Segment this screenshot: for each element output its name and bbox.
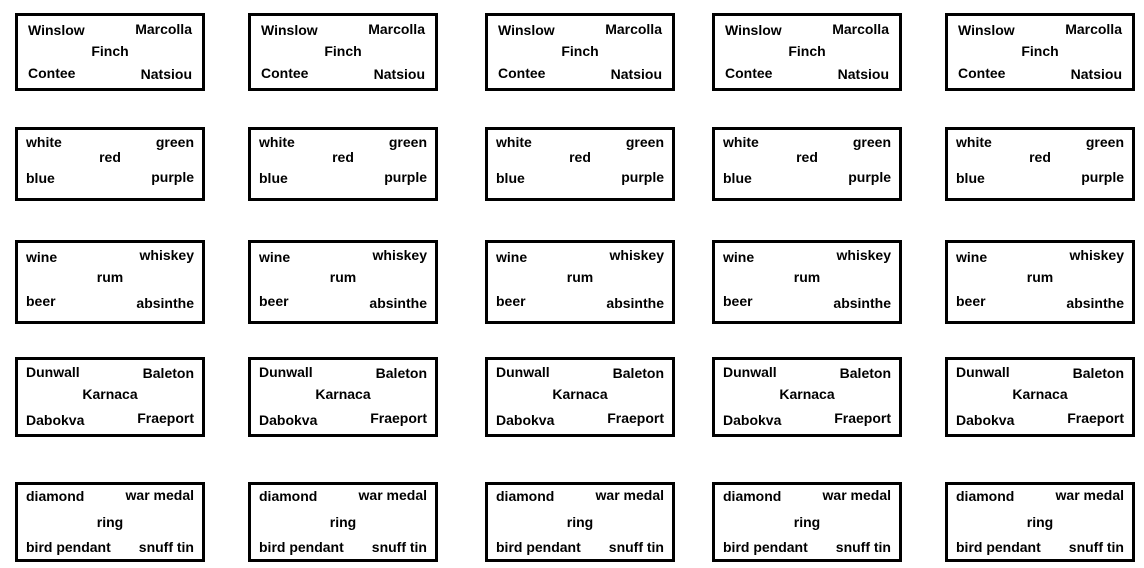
card-word-bottom-right: Fraeport <box>1067 410 1124 426</box>
card-word-bottom-left: beer <box>723 293 753 309</box>
card-word-top-left: diamond <box>956 488 1015 504</box>
card-word-center: ring <box>1026 514 1054 530</box>
card-word-bottom-right: Fraeport <box>607 410 664 426</box>
word-card-drinks <box>485 240 675 324</box>
card-word-center: rum <box>1026 269 1054 285</box>
card-word-top-left: wine <box>259 249 291 265</box>
card-word-top-right: whiskey <box>372 247 427 263</box>
word-card-places <box>712 357 902 437</box>
card-word-top-left: diamond <box>26 488 85 504</box>
card-word-bottom-left: blue <box>259 170 288 186</box>
card-word-bottom-left: Contee <box>958 65 1006 81</box>
card-word-bottom-left: blue <box>723 170 752 186</box>
card-word-bottom-left: bird pendant <box>26 539 111 555</box>
card-word-top-right: Marcolla <box>135 21 192 37</box>
card-word-bottom-right: absinthe <box>369 295 427 311</box>
word-card-places <box>248 357 438 437</box>
card-word-bottom-left: beer <box>26 293 56 309</box>
card-word-top-right: whiskey <box>609 247 664 263</box>
word-card-heirlooms <box>485 482 675 562</box>
word-card-drinks <box>248 240 438 324</box>
card-word-top-left: Winslow <box>28 22 85 38</box>
card-word-bottom-left: Contee <box>28 65 76 81</box>
card-word-top-right: green <box>625 134 664 150</box>
word-card-places <box>945 357 1135 437</box>
card-word-bottom-right: purple <box>151 169 194 185</box>
word-card-places <box>485 357 675 437</box>
card-word-top-left: Winslow <box>725 22 782 38</box>
card-word-center: Finch <box>561 43 599 59</box>
card-word-bottom-right: absinthe <box>833 295 891 311</box>
word-card-places <box>15 357 205 437</box>
card-word-bottom-left: blue <box>956 170 985 186</box>
card-word-center: red <box>99 149 121 165</box>
card-word-center: Finch <box>91 43 129 59</box>
card-word-top-left: Dunwall <box>956 364 1010 380</box>
card-word-bottom-right: snuff tin <box>1068 539 1124 555</box>
card-word-center: ring <box>566 514 594 530</box>
card-word-center: red <box>1029 149 1051 165</box>
card-word-top-right: green <box>1085 134 1124 150</box>
card-word-top-right: Marcolla <box>368 21 425 37</box>
card-word-top-right: Marcolla <box>1065 21 1122 37</box>
card-word-top-left: wine <box>723 249 755 265</box>
card-word-center: Finch <box>788 43 826 59</box>
card-word-top-right: Baleton <box>1072 365 1124 381</box>
card-word-top-right: Baleton <box>839 365 891 381</box>
card-word-top-left: diamond <box>496 488 555 504</box>
card-word-center: red <box>332 149 354 165</box>
word-card-colors <box>712 127 902 201</box>
card-word-top-left: wine <box>26 249 58 265</box>
word-card-drinks <box>945 240 1135 324</box>
card-word-bottom-left: Contee <box>498 65 546 81</box>
card-word-center: rum <box>793 269 821 285</box>
card-word-top-right: war medal <box>595 487 664 503</box>
card-word-bottom-right: purple <box>621 169 664 185</box>
card-word-bottom-right: absinthe <box>1066 295 1124 311</box>
card-word-bottom-right: snuff tin <box>608 539 664 555</box>
card-word-bottom-right: snuff tin <box>371 539 427 555</box>
card-word-top-left: white <box>496 134 532 150</box>
card-word-top-right: Baleton <box>375 365 427 381</box>
card-word-top-left: Winslow <box>498 22 555 38</box>
card-word-bottom-right: Natsiou <box>140 66 192 82</box>
card-word-top-left: white <box>956 134 992 150</box>
card-word-center: Finch <box>324 43 362 59</box>
card-word-center: Finch <box>1021 43 1059 59</box>
card-word-top-right: war medal <box>822 487 891 503</box>
card-word-center: ring <box>329 514 357 530</box>
card-word-top-left: diamond <box>723 488 782 504</box>
word-card-heirlooms <box>248 482 438 562</box>
card-word-bottom-left: beer <box>956 293 986 309</box>
word-card-colors <box>945 127 1135 201</box>
card-word-top-right: Marcolla <box>605 21 662 37</box>
word-card-names <box>248 13 438 91</box>
card-word-bottom-left: Contee <box>261 65 309 81</box>
card-word-bottom-left: bird pendant <box>496 539 581 555</box>
card-word-bottom-right: Fraeport <box>137 410 194 426</box>
word-card-names <box>485 13 675 91</box>
card-word-bottom-right: purple <box>384 169 427 185</box>
card-word-bottom-right: Natsiou <box>837 66 889 82</box>
card-word-center: ring <box>793 514 821 530</box>
word-card-names <box>712 13 902 91</box>
word-card-colors <box>485 127 675 201</box>
word-card-colors <box>15 127 205 201</box>
word-card-heirlooms <box>945 482 1135 562</box>
card-word-top-right: Baleton <box>142 365 194 381</box>
card-word-center: red <box>796 149 818 165</box>
card-word-bottom-right: absinthe <box>136 295 194 311</box>
card-word-top-left: Dunwall <box>723 364 777 380</box>
card-word-bottom-left: Dabokva <box>496 412 555 428</box>
card-word-top-right: whiskey <box>836 247 891 263</box>
card-word-top-left: wine <box>956 249 988 265</box>
card-word-bottom-left: Dabokva <box>956 412 1015 428</box>
card-word-bottom-left: beer <box>496 293 526 309</box>
card-word-top-left: wine <box>496 249 528 265</box>
card-word-bottom-right: Fraeport <box>370 410 427 426</box>
card-word-top-left: Winslow <box>958 22 1015 38</box>
card-word-top-left: white <box>26 134 62 150</box>
card-word-top-right: war medal <box>358 487 427 503</box>
word-card-names <box>15 13 205 91</box>
card-word-top-right: war medal <box>1055 487 1124 503</box>
card-word-top-right: Baleton <box>612 365 664 381</box>
word-card-heirlooms <box>15 482 205 562</box>
card-word-center: red <box>569 149 591 165</box>
card-word-bottom-right: Natsiou <box>610 66 662 82</box>
word-card-heirlooms <box>712 482 902 562</box>
word-card-drinks <box>712 240 902 324</box>
card-word-top-left: diamond <box>259 488 318 504</box>
card-word-bottom-left: bird pendant <box>956 539 1041 555</box>
card-word-bottom-left: bird pendant <box>723 539 808 555</box>
word-card-names <box>945 13 1135 91</box>
card-word-bottom-left: Dabokva <box>26 412 85 428</box>
card-word-bottom-left: blue <box>26 170 55 186</box>
card-word-bottom-right: snuff tin <box>835 539 891 555</box>
card-word-bottom-left: blue <box>496 170 525 186</box>
card-word-top-left: Winslow <box>261 22 318 38</box>
card-word-center: rum <box>566 269 594 285</box>
card-word-top-right: green <box>852 134 891 150</box>
card-word-center: Karnaca <box>779 386 835 402</box>
card-word-top-left: Dunwall <box>26 364 80 380</box>
word-card-colors <box>248 127 438 201</box>
card-word-bottom-left: Contee <box>725 65 773 81</box>
card-word-bottom-right: Natsiou <box>1070 66 1122 82</box>
card-word-bottom-left: Dabokva <box>259 412 318 428</box>
card-word-bottom-right: purple <box>848 169 891 185</box>
card-word-top-left: Dunwall <box>259 364 313 380</box>
card-word-center: rum <box>96 269 124 285</box>
card-word-top-right: green <box>155 134 194 150</box>
card-word-bottom-left: beer <box>259 293 289 309</box>
card-word-bottom-right: absinthe <box>606 295 664 311</box>
card-word-bottom-right: Fraeport <box>834 410 891 426</box>
card-word-top-right: whiskey <box>139 247 194 263</box>
card-word-top-left: white <box>259 134 295 150</box>
card-word-bottom-right: purple <box>1081 169 1124 185</box>
card-word-center: rum <box>329 269 357 285</box>
card-word-bottom-right: Natsiou <box>373 66 425 82</box>
card-word-bottom-right: snuff tin <box>138 539 194 555</box>
word-card-drinks <box>15 240 205 324</box>
card-word-bottom-left: Dabokva <box>723 412 782 428</box>
card-word-center: Karnaca <box>552 386 608 402</box>
card-word-bottom-left: bird pendant <box>259 539 344 555</box>
card-word-center: Karnaca <box>1012 386 1068 402</box>
card-word-top-right: war medal <box>125 487 194 503</box>
card-word-center: Karnaca <box>315 386 371 402</box>
card-word-top-right: Marcolla <box>832 21 889 37</box>
card-word-top-right: green <box>388 134 427 150</box>
card-word-top-left: white <box>723 134 759 150</box>
card-word-center: ring <box>96 514 124 530</box>
card-word-center: Karnaca <box>82 386 138 402</box>
card-word-top-right: whiskey <box>1069 247 1124 263</box>
card-word-top-left: Dunwall <box>496 364 550 380</box>
